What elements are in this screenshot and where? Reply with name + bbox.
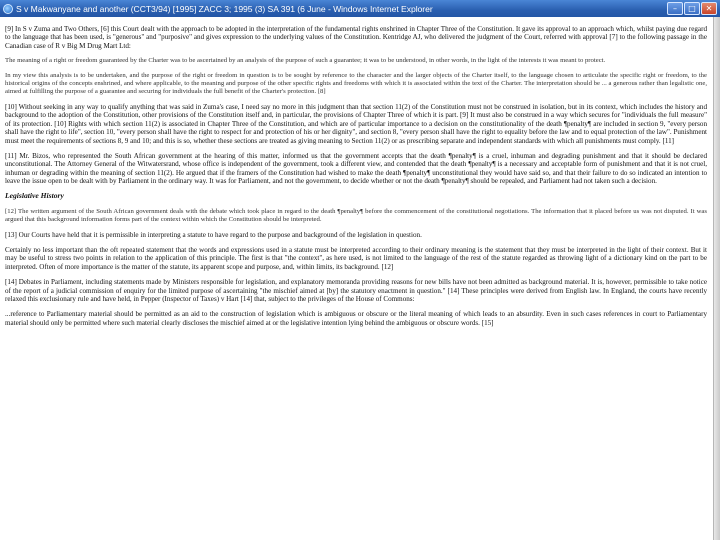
section-heading-legislative-history: Legislative History	[5, 191, 64, 201]
window-controls	[666, 2, 717, 15]
quote-context-statement: Certainly no less important than the oft repeated statement that the words and expressions used in a statute must be interpreted according to their ordinary meaning is the statement that they must be interpreted in the light of their context. But it may be useful to stress two points in relation to the application of this principle. The first is that "the context", as here used, is not limited to the language of the rest of the statute regarded as throwing light of a dictionary kind on the part to be interpreted. Often of more importance is the matter of the statute, its apparent scope and purpose, and, within limits, its background. [12]	[5, 245, 707, 271]
internet-explorer-icon	[3, 4, 13, 14]
paragraph-14: [14] Debates in Parliament, including statements made by Ministers responsible for legislation, and explanatory memoranda providing reasons for new bills have not been admitted as background material. It is, however, permissible to take notice of the report of a judicial commission of enquiry for the limited purpose of ascertaining "the mischief aimed at [by] the statutory enactment in question." [14] These principles were derived from English law. In England, the courts have recently relaxed this exclusionary rule and have held, in Pepper (Inspector of Taxes) v Hart [14] that, subject to the privileges of the House of Commons:	[5, 278, 707, 303]
paragraph-9: [9] In S v Zuma and Two Others, [6] this Court dealt with the approach to be adopted in the interpretation of the fundamental rights enshrined in Chapter Three of the Constitution. It gave its approval to an approach which, whilst paying due regard to the language that has been used, is "generous" and "purposive" and gives expression to the underlying values of the Constitution. Kentridge AJ, who delivered the judgment of the Court, referred with approval [7] to the following passage in the Canadian case of R v Big M Drug Mart Ltd:	[5, 25, 707, 50]
paragraph-11: [11] Mr. Bizos, who represented the South African government at the hearing of this matter, informed us that the government accepts that the death ¶penalty¶ is a cruel, inhuman and degrading punishment and that it should be declared unconstitutional. The Attorney General of the Witwatersrand, whose office is independent of the government, took a different view, and contended that the death ¶penalty¶ is a necessary and acceptable form of punishment and that it is not cruel, inhuman or degrading within the meaning of section 11(2). He argued that if the framers of the Constitution had wished to make the death ¶penalty¶ unconstitutional they would have said so, and that their failure to do so indicated an intention to leave the issue open to be dealt with by Parliament in the ordinary way. It was for Parliament, and not the government, to decide whether or not the death ¶penalty¶ should be repealed, and Parliament had not taken such a decision.	[5, 151, 707, 186]
quote-charter-analysis: In my view this analysis is to be undertaken, and the purpose of the right or freedom in question is to be sought by reference to the character and the larger objects of the Charter itself, to the language chosen to articulate the specific right or freedom, to the historical origins of the concepts enshrined, and where applicable, to the meaning and purpose of the other specific rights and freedoms with which it is associated within the text of the Charter. The interpretation should be ... a generous rather than legalistic one, aimed at fulfilling the purpose of a guarantee and securing for individuals the full benefit of the Charter's protection. [8]	[5, 71, 707, 95]
window-title: S v Makwanyane and another (CCT3/94) [1995] ZACC 3; 1995 (3) SA 391 (6 June - Windows Internet Explorer	[16, 3, 433, 14]
quote-parliamentary-material: ...reference to Parliamentary material should be permitted as an aid to the construction of legislation which is ambiguous or obscure or the literal meaning of which leads to an absurdity. Even in such cases references in court to Parliamentary material should only be permitted where such material clearly discloses the mischief aimed at or the legislative intention lying behind the ambiguous or obscure words. [15]	[5, 310, 707, 327]
maximize-button[interactable]: □	[684, 2, 700, 15]
window-titlebar	[0, 0, 720, 17]
paragraph-10: [10] Without seeking in any way to qualify anything that was said in Zuma's case, I need say no more in this judgment than that section 11(2) of the Constitution must not be construed in isolation, but in its context, which includes the history and background to the adoption of the Constitution, other provisions of the Constitution itself and, in particular, the provisions of Chapter Three of which it is part. [9] It must also be construed in a way which secures for "individuals the full measure" of its protection. [10] Rights with which section 11(2) is associated in Chapter Three of the Constitution, and which are of particular importance to a decision on the constitutionality of the death ¶penalty¶ are included in section 9, "every person shall have the right to life", section 10, "every person shall have the right to respect for and protection of his or her dignity", and section 8, "every person shall have the right to equality before the law and to equal protection of the law". Punishment must meet the requirements of sections 8, 9 and 10; and this is so, whether these sections are treated as giving meaning to Section 11(2) or as prescribing separate and independent standards with which all punishments must comply. [11]	[5, 102, 707, 145]
window-right-edge	[713, 17, 720, 540]
quote-charter-meaning: The meaning of a right or freedom guaranteed by the Charter was to be ascertained by an analysis of the purpose of such a guarantee; it was to be understood, in other words, in the light of the interests it was meant to protect.	[5, 57, 606, 65]
paragraph-13: [13] Our Courts have held that it is permissible in interpreting a statute to have regard to the purpose and background of the legislation in question.	[5, 230, 422, 239]
document-body	[5, 25, 707, 334]
minimize-button[interactable]: –	[667, 2, 683, 15]
paragraph-12: [12] The written argument of the South African government deals with the debate which took place in regard to the death ¶penalty¶ before the commencement of the constitutional negotiations. The information that it placed before us was not disputed. It was argued that this background information forms part of the context within which the Constitution should be interpreted.	[5, 207, 707, 223]
close-button[interactable]: ✕	[701, 2, 717, 15]
